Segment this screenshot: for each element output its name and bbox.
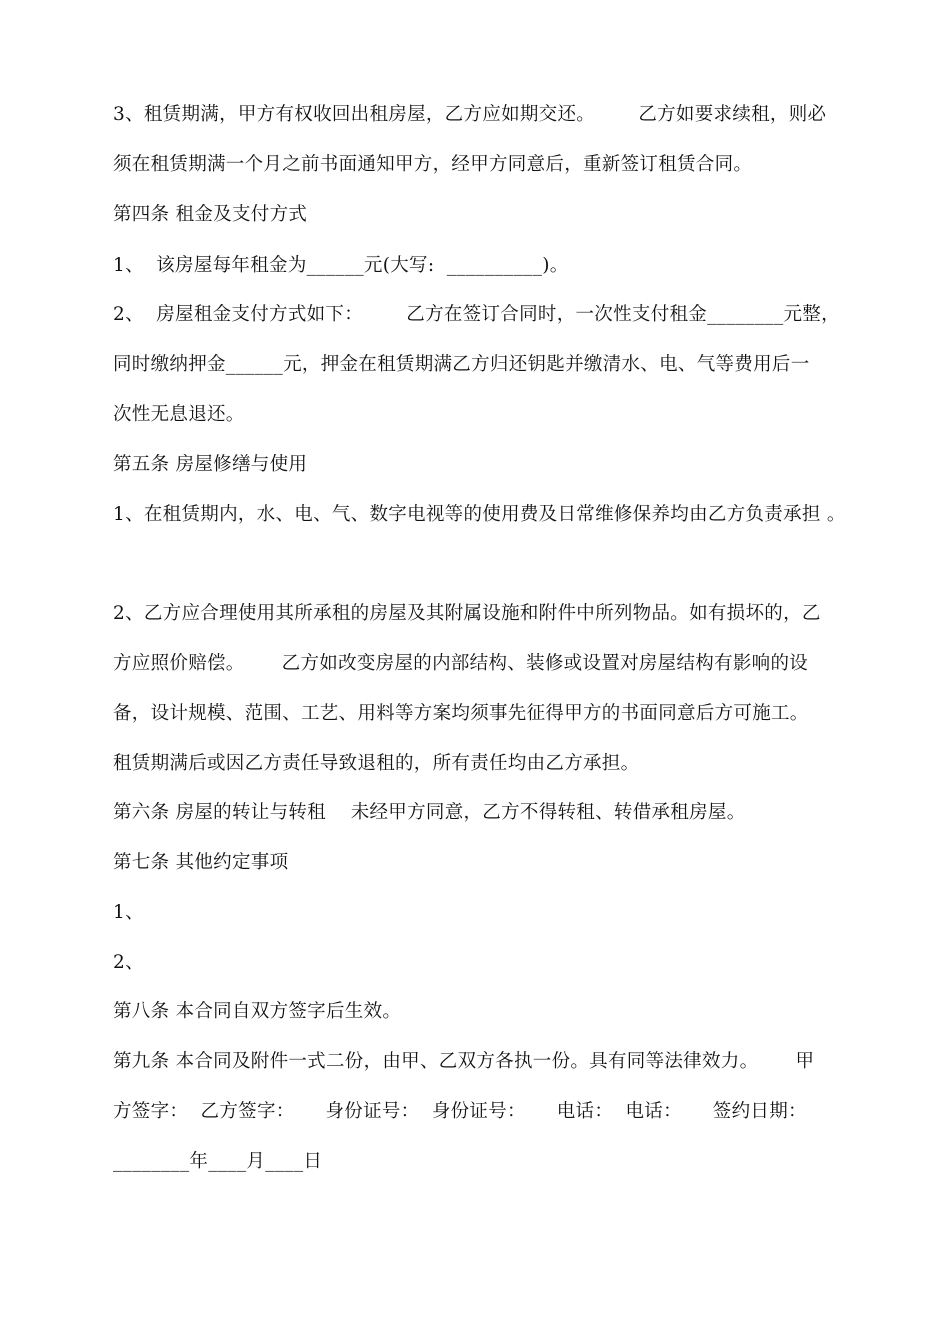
text-line: 2、乙方应合理使用其所承租的房屋及其附属设施和附件中所列物品。如有损坏的，乙 (113, 603, 821, 624)
section-heading: 第五条 房屋修缮与使用 (113, 454, 308, 475)
text-line: 1、 该房屋每年租金为______元(大写: __________)。 (113, 255, 569, 276)
text-line: 租赁期满后或因乙方责任导致退租的，所有责任均由乙方承担。 (113, 753, 640, 774)
section-heading: 第八条 本合同自双方签字后生效。 (113, 1001, 402, 1022)
text-line: 同时缴纳押金______元，押金在租赁期满乙方归还钥匙并缴清水、电、气等费用后一 (113, 354, 810, 375)
text-line: 2、 (113, 952, 144, 973)
section-heading: 第九条 本合同及附件一式二份，由甲、乙双方各执一份。具有同等法律效力。 甲 (113, 1051, 815, 1072)
text-line: 备，设计规模、范围、工艺、用料等方案均须事先征得甲方的书面同意后方可施工。 (113, 703, 809, 724)
text-line: 3、租赁期满，甲方有权收回出租房屋，乙方应如期交还。 乙方如要求续租，则必 (113, 104, 827, 125)
text-line: 2、 房屋租金支付方式如下： 乙方在签订合同时，一次性支付租金________元整， (113, 304, 840, 325)
signature-line: 方签字： 乙方签字： 身份证号： 身份证号： 电话： 电话： 签约日期： (113, 1101, 807, 1122)
text-line: 1、在租赁期内，水、电、气、数字电视等的使用费及日常维修保养均由乙方负责承担 。 (113, 504, 846, 525)
section-heading: 第七条 其他约定事项 (113, 852, 289, 873)
text-line: 次性无息退还。 (113, 404, 245, 425)
date-line: ________年____月____日 (113, 1151, 323, 1172)
text-line: 1、 (113, 902, 144, 923)
section-heading: 第六条 房屋的转让与转租 未经甲方同意，乙方不得转租、转借承租房屋。 (113, 802, 746, 823)
text-line: 方应照价赔偿。 乙方如改变房屋的内部结构、装修或设置对房屋结构有影响的设 (113, 653, 809, 674)
text-line: 须在租赁期满一个月之前书面通知甲方，经甲方同意后，重新签订租赁合同。 (113, 154, 753, 175)
section-heading: 第四条 租金及支付方式 (113, 204, 308, 225)
